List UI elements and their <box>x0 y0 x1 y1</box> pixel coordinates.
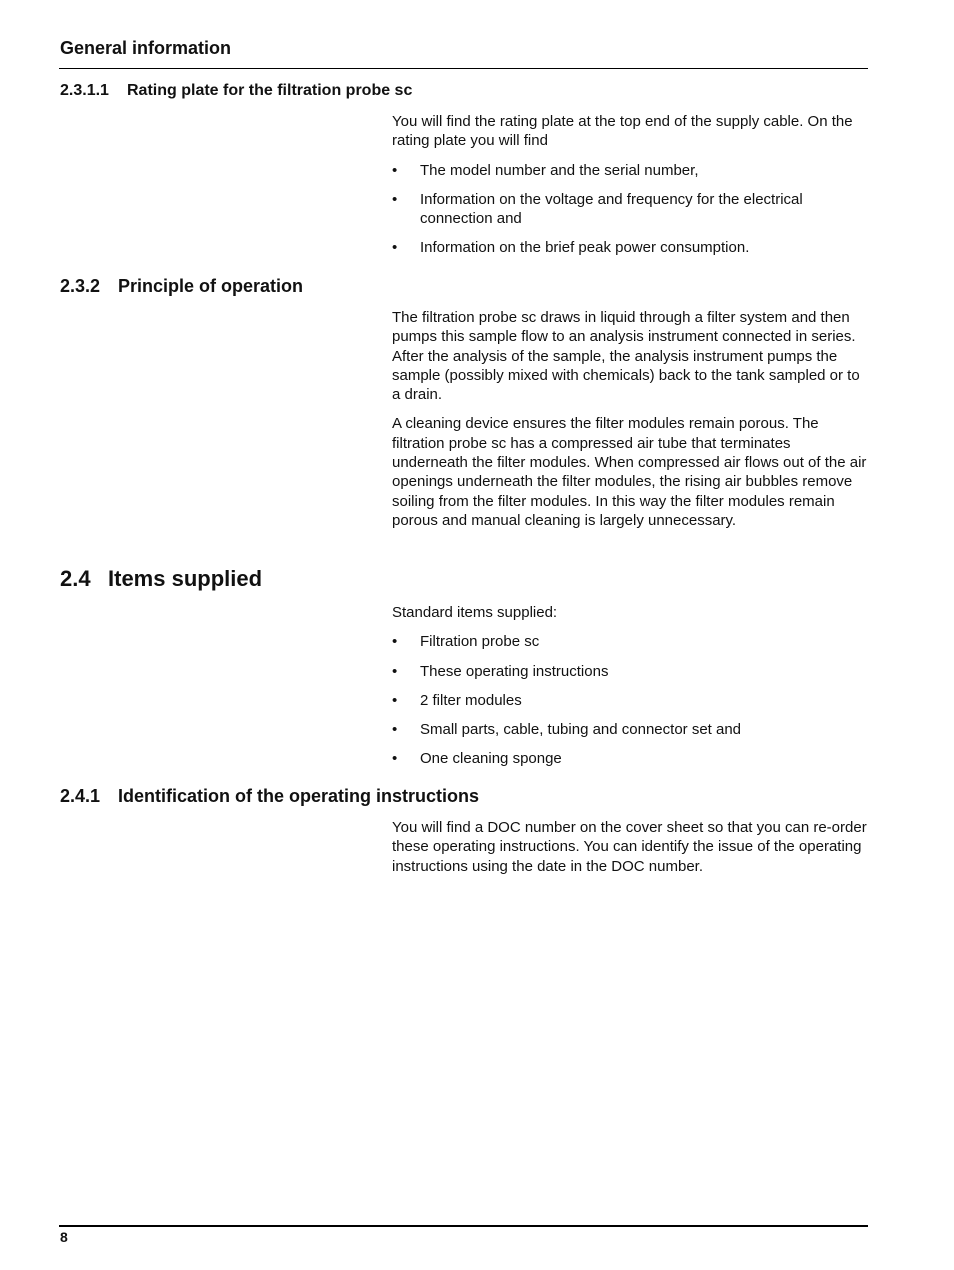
section-title: Principle of operation <box>118 276 304 296</box>
list-item <box>392 238 868 257</box>
paragraph: A cleaning device ensures the filter modules remain porous. The filtration probe sc has a compressed air tube that terminates underneath the filter modules. When compressed air flows out of the air openings underneath the filter modules, the rising air bubbles remove soiling from the filter modules. In this way the filter modules remain porous and manual cleaning is largely unnecessary. <box>392 415 867 529</box>
list-item-text: The model number and the serial number, <box>420 161 699 179</box>
section-heading-principle <box>60 276 303 297</box>
bullet-icon: • <box>392 190 398 208</box>
bullet-icon: • <box>392 662 398 680</box>
bullet-list <box>392 161 868 258</box>
section-title: Items supplied <box>108 566 263 591</box>
list-item-text: These operating instructions <box>420 662 609 680</box>
section-heading-identification <box>60 786 479 807</box>
section-heading-items-supplied <box>60 566 262 592</box>
bullet-icon: • <box>392 239 398 257</box>
list-item-text: Filtration probe sc <box>420 633 540 651</box>
section-heading-rating-plate <box>60 82 412 100</box>
items-supplied-body <box>392 603 868 779</box>
list-item <box>392 720 868 739</box>
section-number: 2.3.1.1 <box>60 82 109 99</box>
bullet-icon: • <box>392 691 398 709</box>
section-number: 2.4 <box>60 566 91 591</box>
list-item <box>392 190 868 229</box>
paragraph: You will find the rating plate at the top end of the supply cable. On the rating plate you will find <box>392 113 853 150</box>
section-title: Rating plate for the filtration probe sc <box>127 82 413 99</box>
list-item <box>392 691 868 710</box>
paragraph: The filtration probe sc draws in liquid through a filter system and then pumps this sample flow to an analysis instrument connected in series. After the analysis of the sample, the analysis instrument pumps the sample (possibly mixed with chemicals) back to the tank sampled or to a drain. <box>392 309 860 404</box>
list-item <box>392 632 868 651</box>
paragraph: Standard items supplied: <box>392 604 558 621</box>
list-item-text: Small parts, cable, tubing and connector set and <box>420 721 742 739</box>
list-item <box>392 662 868 681</box>
bullet-icon: • <box>392 633 398 651</box>
list-item-text: One cleaning sponge <box>420 750 562 768</box>
section-title: Identification of the operating instructions <box>118 786 480 806</box>
principle-body <box>392 308 868 540</box>
footer-rule <box>59 1225 868 1227</box>
rating-plate-body <box>392 112 868 268</box>
header-rule <box>59 68 868 69</box>
list-item-text: 2 filter modules <box>420 691 522 709</box>
paragraph: You will find a DOC number on the cover sheet so that you can re-order these operating instructions. You can identify the issue of the operating instructions using the date in the DOC number. <box>392 819 867 875</box>
list-item <box>392 161 868 180</box>
page-number: 8 <box>60 1229 68 1245</box>
bullet-list <box>392 632 868 768</box>
page-header-title: General information <box>60 38 232 58</box>
bullet-icon: • <box>392 161 398 179</box>
list-item-text: Information on the voltage and frequency for the electrical connection and <box>420 190 803 228</box>
section-number: 2.4.1 <box>60 786 101 806</box>
identification-body <box>392 818 868 886</box>
section-number: 2.3.2 <box>60 276 101 296</box>
bullet-icon: • <box>392 750 398 768</box>
bullet-icon: • <box>392 721 398 739</box>
list-item-text: Information on the brief peak power consumption. <box>420 239 750 257</box>
list-item <box>392 749 868 768</box>
